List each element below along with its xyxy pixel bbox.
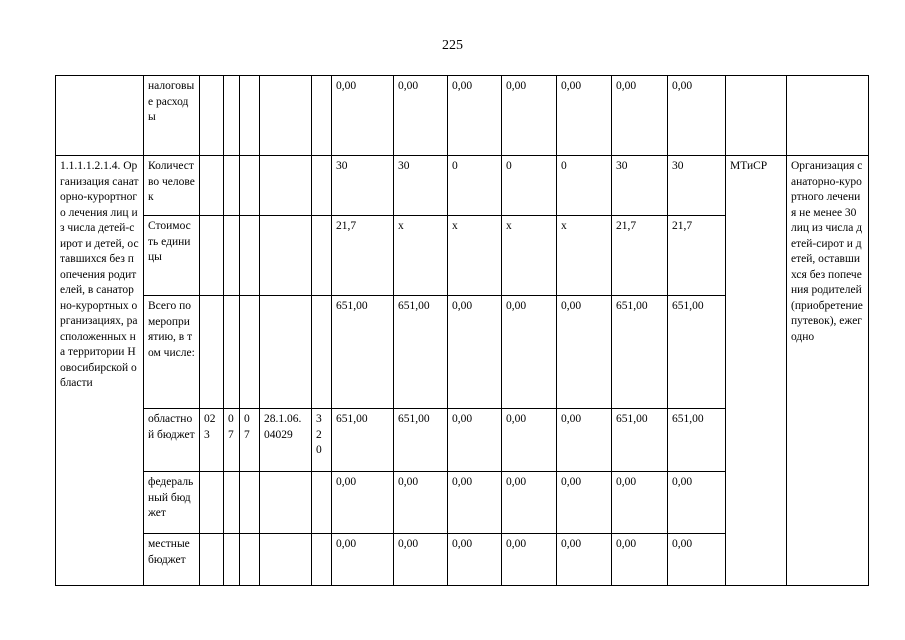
- value-cell: 0: [502, 156, 557, 216]
- pr-cell: [240, 156, 260, 216]
- indicator-cell: Всего по мероприятию, в том числе:: [144, 296, 200, 409]
- indicator-cell: Количество человек: [144, 156, 200, 216]
- value-cell: 0,00: [557, 534, 612, 586]
- value-cell: 21,7: [612, 216, 668, 296]
- value-cell: 0,00: [668, 472, 726, 534]
- grbs-cell: [200, 216, 224, 296]
- value-cell: 651,00: [332, 296, 394, 409]
- pr-cell: [240, 296, 260, 409]
- activity-title-cell: 1.1.1.1.2.1.4. Организация санаторно-курортного лечения лиц из числа детей-сирот и детей, оставшихся без попечения родителей, в санаторно-курортных организациях, расположенных на территории Новосибирской области: [56, 156, 144, 586]
- pr-cell: [240, 76, 260, 156]
- pr-cell: [240, 472, 260, 534]
- value-cell: 0,00: [612, 472, 668, 534]
- value-cell: 0,00: [668, 76, 726, 156]
- empty-cell: [56, 76, 144, 156]
- value-cell: х: [557, 216, 612, 296]
- value-cell: 0,00: [612, 76, 668, 156]
- pr-cell: 07: [240, 409, 260, 472]
- grbs-cell: [200, 156, 224, 216]
- value-cell: 0,00: [557, 409, 612, 472]
- value-cell: х: [502, 216, 557, 296]
- value-cell: 651,00: [612, 296, 668, 409]
- value-cell: 0,00: [394, 76, 448, 156]
- value-cell: 0,00: [502, 534, 557, 586]
- grbs-cell: 023: [200, 409, 224, 472]
- value-cell: 0,00: [448, 472, 502, 534]
- page-number: 225: [442, 38, 463, 53]
- executor-cell: МТиСР: [726, 156, 787, 586]
- value-cell: 651,00: [612, 409, 668, 472]
- value-cell: 0,00: [557, 296, 612, 409]
- csr-cell: [260, 534, 312, 586]
- value-cell: 651,00: [332, 409, 394, 472]
- value-cell: 0,00: [448, 409, 502, 472]
- csr-cell: [260, 156, 312, 216]
- csr-cell: [260, 296, 312, 409]
- value-cell: 0,00: [502, 472, 557, 534]
- indicator-cell: федеральный бюджет: [144, 472, 200, 534]
- value-cell: 0,00: [502, 296, 557, 409]
- vr-cell: [312, 534, 332, 586]
- value-cell: 30: [612, 156, 668, 216]
- value-cell: 0,00: [332, 472, 394, 534]
- vr-cell: [312, 216, 332, 296]
- csr-cell: [260, 76, 312, 156]
- csr-cell: [260, 472, 312, 534]
- value-cell: 30: [394, 156, 448, 216]
- csr-cell: [260, 216, 312, 296]
- value-cell: 0,00: [502, 76, 557, 156]
- value-cell: 651,00: [394, 296, 448, 409]
- value-cell: 0,00: [394, 472, 448, 534]
- pr-cell: [240, 216, 260, 296]
- value-cell: 30: [332, 156, 394, 216]
- vr-cell: [312, 76, 332, 156]
- indicator-cell: Стоимость единицы: [144, 216, 200, 296]
- table-row: [56, 76, 869, 156]
- grbs-cell: [200, 296, 224, 409]
- grbs-cell: [200, 534, 224, 586]
- rz-cell: 07: [224, 409, 240, 472]
- expected-result-cell: Организация санаторно-курортного лечения не менее 30 лиц из числа детей-сирот и детей, оставшихся без попечения родителей (приобретение путевок), ежегодно: [787, 156, 869, 586]
- rz-cell: [224, 296, 240, 409]
- csr-cell: 28.1.06.04029: [260, 409, 312, 472]
- grbs-cell: [200, 472, 224, 534]
- value-cell: 651,00: [668, 296, 726, 409]
- value-cell: 0,00: [448, 296, 502, 409]
- value-cell: 0: [557, 156, 612, 216]
- value-cell: 0,00: [394, 534, 448, 586]
- value-cell: 0,00: [448, 534, 502, 586]
- vr-cell: [312, 472, 332, 534]
- value-cell: 30: [668, 156, 726, 216]
- rz-cell: [224, 156, 240, 216]
- value-cell: х: [394, 216, 448, 296]
- value-cell: 0,00: [668, 534, 726, 586]
- rz-cell: [224, 216, 240, 296]
- rz-cell: [224, 534, 240, 586]
- value-cell: 0,00: [332, 534, 394, 586]
- indicator-cell: областной бюджет: [144, 409, 200, 472]
- result-cell: [787, 76, 869, 156]
- value-cell: 651,00: [394, 409, 448, 472]
- value-cell: 0,00: [448, 76, 502, 156]
- indicator-cell: местные бюджет: [144, 534, 200, 586]
- value-cell: 0: [448, 156, 502, 216]
- executor-cell: [726, 76, 787, 156]
- table-row: [56, 156, 869, 216]
- value-cell: 0,00: [332, 76, 394, 156]
- indicator-cell: налоговые расходы: [144, 76, 200, 156]
- vr-cell: [312, 156, 332, 216]
- pr-cell: [240, 534, 260, 586]
- grbs-cell: [200, 76, 224, 156]
- vr-cell: [312, 296, 332, 409]
- rz-cell: [224, 76, 240, 156]
- value-cell: 0,00: [557, 76, 612, 156]
- value-cell: 651,00: [668, 409, 726, 472]
- rz-cell: [224, 472, 240, 534]
- value-cell: 21,7: [332, 216, 394, 296]
- value-cell: 0,00: [502, 409, 557, 472]
- value-cell: 21,7: [668, 216, 726, 296]
- budget-table: [55, 75, 869, 586]
- value-cell: 0,00: [557, 472, 612, 534]
- value-cell: х: [448, 216, 502, 296]
- value-cell: 0,00: [612, 534, 668, 586]
- vr-cell: 320: [312, 409, 332, 472]
